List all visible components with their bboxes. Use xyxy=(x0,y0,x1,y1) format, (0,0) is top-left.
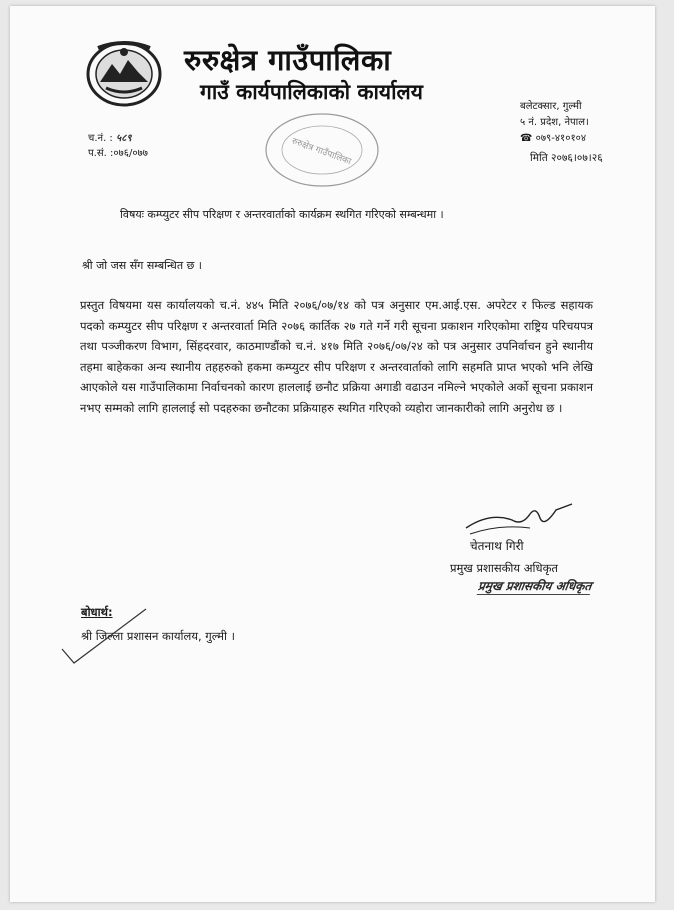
salutation: श्री जो जस सँग सम्बन्धित छ । xyxy=(82,259,202,272)
address-line-2: ५ नं. प्रदेश, नेपाल। xyxy=(520,117,589,128)
cc-item: श्री जिल्ला प्रशासन कार्यालय, गुल्मी । xyxy=(81,629,236,643)
signatory-title: प्रमुख प्रशासकीय अधिकृत xyxy=(450,561,558,575)
letter-date: मिति २०७६।०७।२६ xyxy=(530,152,603,164)
reference-ch xyxy=(88,130,132,144)
ps-value: ०७६/०७७ xyxy=(113,148,148,159)
letter-body: प्रस्तुत विषयमा यस कार्यालयको च.नं. ४४५ मिति २०७६/०७/१४ को पत्र अनुसार एम.आई.एस. अपरेटर र फिल्ड सहायक पदको कम्प्युटर सीप परिक्षण र अन्तरवार्ता मिति २०७६ कार्तिक २७ गते गर्ने गरी सूचना प्रकाशन गरिएकोमा राष्ट्रिय परिचयपत्र तथा पञ्जीकरण विभाग, सिंहदरवार, काठमाण्डौंको च.नं. ४१७ मिति २०७६/०७/२४ को पत्र अनुसार उपनिर्वाचन हुने स्थानीय तहमा बाहेकका अन्य स्थानीय तहहरुको हकमा कम्प्युटर सीप परिक्षण र अन्तरवार्ताको लागि सहमति प्राप्त भएको भनि लेखि आएकोले यस गाउँपालिकामा निर्वाचनको कारण हाललाई छनौट प्रक्रिया अगाडी वढाउन नमिल्ने भएकोले अर्को सूचना प्रकाशन नभए सम्मको लागि हाललाई सो पदहरुका छनौटका प्रक्रियाहरु स्थगित गरिएको व्यहोरा जानकारीको लागि अनुरोध छ । xyxy=(80,298,593,415)
ch-label: च.नं. : xyxy=(88,133,113,144)
checkmark-icon xyxy=(60,605,150,665)
office-stamp xyxy=(262,110,382,190)
org-title: रुरुक्षेत्र गाउँपालिका xyxy=(184,43,392,77)
address-line-1: बलेटक्सार, गुल्मी xyxy=(520,101,582,112)
stamp-text: रुरुक्षेत्र गाउँपालिका xyxy=(290,136,353,168)
signatory-name: चेतनाथ गिरी xyxy=(470,539,524,553)
phone-line xyxy=(520,130,586,144)
cc-label: बोधार्थ: xyxy=(81,605,113,619)
nepal-emblem-icon xyxy=(84,38,164,108)
signatory-stamp: प्रमुख प्रशासकीय अधिकृत xyxy=(477,579,593,593)
reference-ps xyxy=(88,145,148,159)
ch-value: ५८९ xyxy=(116,133,132,144)
office-title: गाउँ कार्यपालिकाको कार्यालय xyxy=(200,79,423,104)
subject-line: विषयः कम्प्युटर सीप परिक्षण र अन्तरवार्ताको कार्यक्रम स्थगित गरिएको सम्बन्धमा । xyxy=(120,208,444,221)
phone-icon: ☎ xyxy=(520,133,536,144)
ps-label: प.सं. : xyxy=(88,148,114,159)
phone-number: ०७९-४१०१०४ xyxy=(535,133,587,144)
